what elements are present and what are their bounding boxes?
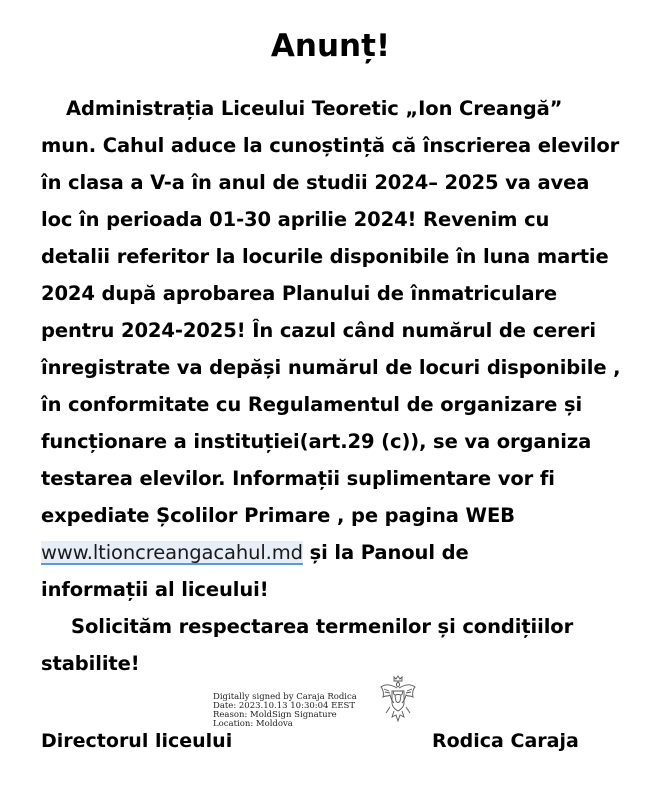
signature-date: Date: 2023.10.13 10:30:04 EEST xyxy=(213,701,356,711)
body-line: în conformitate cu Regulamentul de organizare și xyxy=(41,393,583,416)
announcement-body xyxy=(41,90,641,682)
closing-line: Solicităm respectarea termenilor și condițiilor xyxy=(71,615,574,638)
moldova-coat-of-arms-icon xyxy=(378,673,418,727)
link-trailing-text: și la Panoul de xyxy=(302,541,469,564)
body-line: loc în perioada 01-30 aprilie 2024! Revenim cu xyxy=(41,208,550,231)
body-line: Administrația Liceului Teoretic „Ion Creangă” xyxy=(66,97,563,120)
school-website-link[interactable]: www.ltioncreangacahul.md xyxy=(41,541,303,564)
body-line: funcționare a instituției(art.29 (c)), se va organiza xyxy=(41,430,592,453)
body-line: detalii referitor la locurile disponibile în luna martie xyxy=(41,245,609,268)
body-line: 2024 după aprobarea Planului de înmatriculare xyxy=(41,282,558,305)
signature-location: Location: Moldova xyxy=(213,719,293,729)
body-line: mun. Cahul aduce la cunoștință că înscrierea elevilor xyxy=(41,134,620,157)
director-title: Directorul liceului xyxy=(41,730,233,752)
body-line: expediate Școlilor Primare , pe pagina WEB xyxy=(41,504,515,527)
page-title: Anunț! xyxy=(270,28,391,64)
body-line: informații al liceului! xyxy=(41,578,269,601)
digital-signature-stamp xyxy=(213,693,357,729)
signature-reason: Reason: MoldSign Signature xyxy=(213,710,337,720)
body-line: pentru 2024-2025! În cazul când numărul de cereri xyxy=(41,319,596,342)
body-line: în clasa a V-a în anul de studii 2024– 2025 va avea xyxy=(41,171,590,194)
closing-line: stabilite! xyxy=(41,652,140,675)
signature-signer: Digitally signed by Caraja Rodica xyxy=(213,692,357,702)
body-line: înregistrate va depăși numărul de locuri disponibile , xyxy=(41,356,621,379)
body-line: testarea elevilor. Informații suplimentare vor fi xyxy=(41,467,555,490)
body-line-with-link xyxy=(41,534,641,571)
director-name: Rodica Caraja xyxy=(432,730,579,752)
